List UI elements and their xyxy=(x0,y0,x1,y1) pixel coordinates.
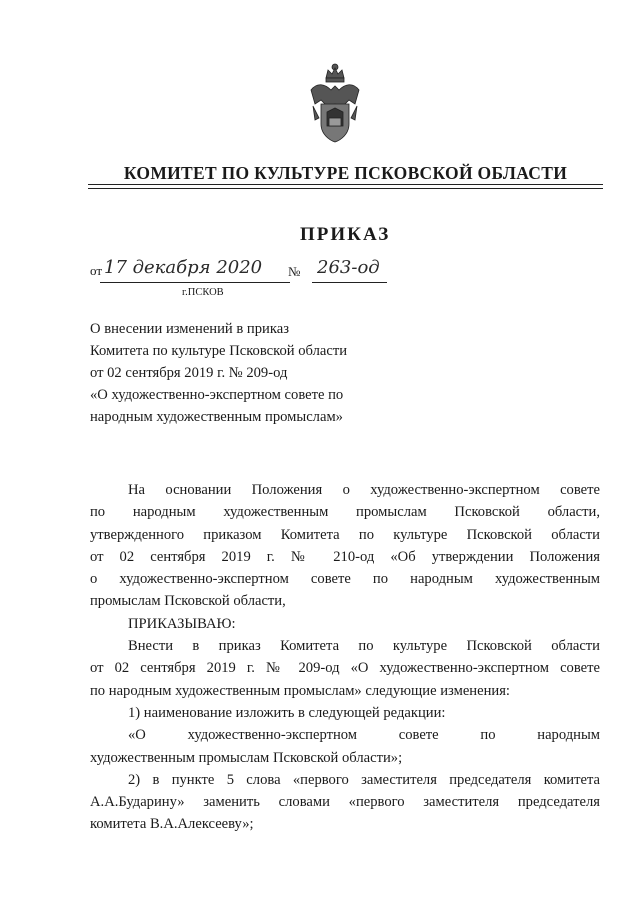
city-label: г.ПСКОВ xyxy=(182,287,224,298)
coat-of-arms-icon xyxy=(307,60,363,144)
preamble-line: На основании Положения о художественно-экспертном совете xyxy=(128,482,600,498)
item-2-line: комитета В.А.Алексееву»; xyxy=(90,816,254,833)
main-line: по народным художественным промыслам» следующие изменения: xyxy=(90,682,510,699)
subject-line: от 02 сентября 2019 г. № 209-од xyxy=(90,365,288,381)
item-1-quote-line: художественным промыслам Псковской области»; xyxy=(90,749,403,766)
date-from-label: от xyxy=(90,263,103,278)
handwritten-date: 17 декабря 2020 xyxy=(104,257,263,278)
subject-line: О внесении изменений в приказ xyxy=(90,321,289,337)
preamble-line: промыслам Псковской области, xyxy=(90,593,286,610)
item-1: 1) наименование изложить в следующей редакции: xyxy=(128,704,446,721)
header-rule xyxy=(88,184,603,185)
item-2-line: А.А.Бударину» заменить словами «первого заместителя председателя xyxy=(90,794,600,811)
preamble-line: по народным художественным промыслам Псковской области, xyxy=(90,504,600,521)
subject-line: «О художественно-экспертном совете по xyxy=(90,387,344,403)
order-word: ПРИКАЗЫВАЮ: xyxy=(128,615,236,632)
organization-name: КОМИТЕТ ПО КУЛЬТУРЕ ПСКОВСКОЙ ОБЛАСТИ xyxy=(123,163,568,183)
handwritten-number: 263-од xyxy=(317,257,380,278)
preamble-line: утвержденного приказом Комитета по культуре Псковской области xyxy=(90,526,600,543)
order-subject xyxy=(90,318,420,428)
header-rule-thin xyxy=(88,188,603,189)
number-sign: № xyxy=(288,264,301,279)
order-body xyxy=(90,479,600,836)
date-underline xyxy=(100,282,290,283)
subject-line: Комитета по культуре Псковской области xyxy=(90,343,348,359)
preamble-line: от 02 сентября 2019 г. № 210-од «Об утверждении Положения xyxy=(90,548,600,565)
main-line: Внести в приказ Комитета по культуре Псковской области xyxy=(128,638,600,655)
main-line: от 02 сентября 2019 г. № 209-од «О художественно-экспертном совете xyxy=(90,660,600,677)
subject-line: народным художественным промыслам» xyxy=(90,409,343,425)
number-underline xyxy=(312,282,387,283)
item-1-quote-line: «О художественно-экспертном совете по народным xyxy=(128,727,600,744)
document-title: ПРИКАЗ xyxy=(300,224,391,245)
preamble-line: о художественно-экспертном совете по народным художественным xyxy=(90,571,600,588)
item-2-line: 2) в пункте 5 слова «первого заместителя председателя комитета xyxy=(128,771,600,788)
